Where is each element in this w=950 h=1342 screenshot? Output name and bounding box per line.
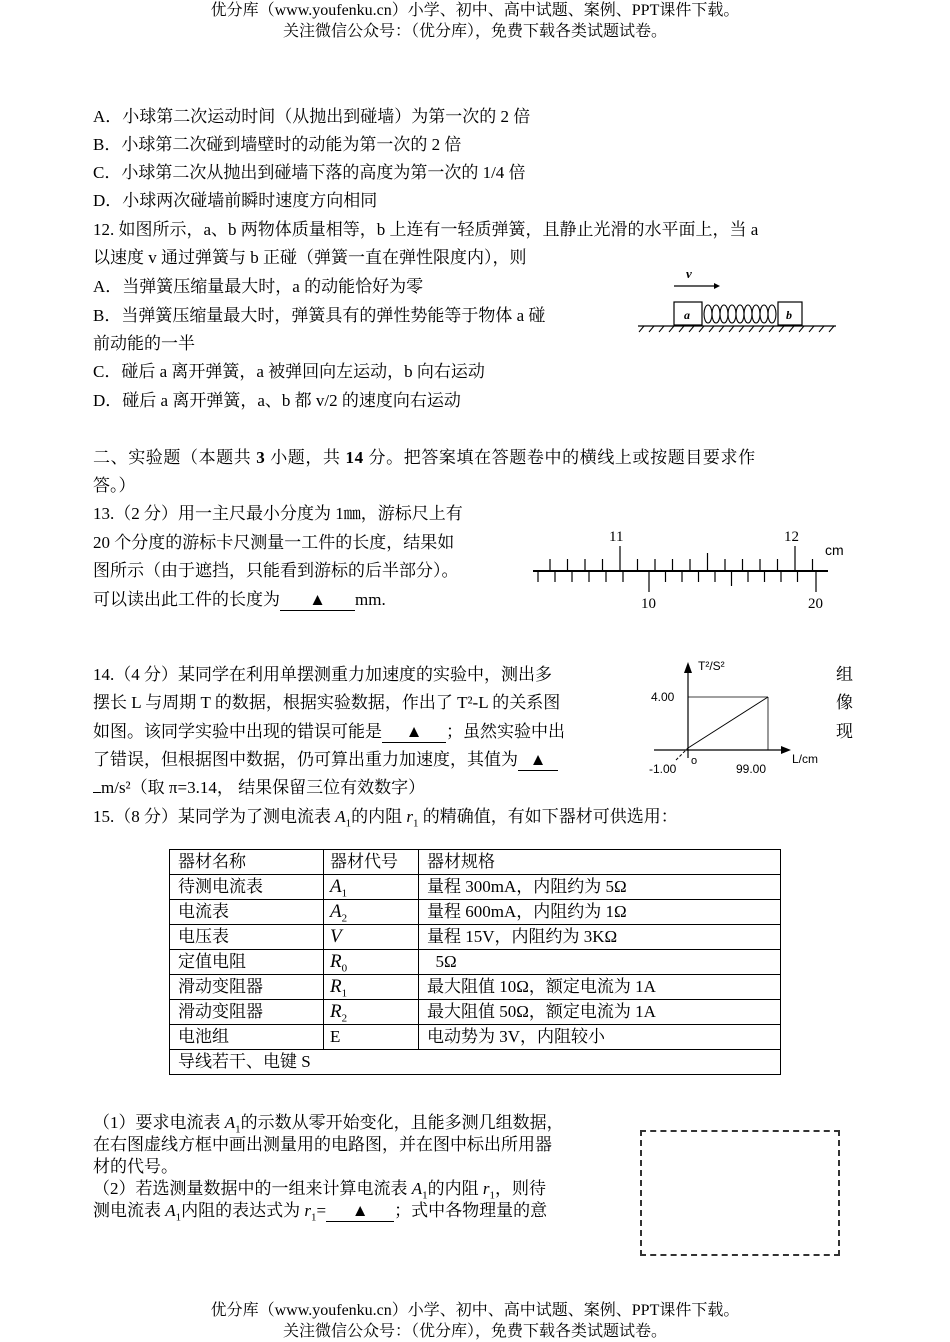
q15-part-1-line-3: 材的代号。 (93, 1157, 178, 1176)
q14-answer-blank-2[interactable]: ▲ (518, 750, 558, 771)
header-line-2: 关注微信公众号：（优分库），免费下载各类试题试卷。 (282, 23, 667, 40)
origin-label: o (691, 755, 698, 767)
y-axis-arrowhead-icon (684, 662, 692, 673)
table-last-row: 导线若干、电键 S (170, 1050, 781, 1075)
q14-line-2: 摆长 L 与周期 T 的数据，根据实验数据，作出了 T²-L 的关系图 (93, 693, 561, 712)
q12-option-b-line-2: 前动能的一半 (93, 334, 195, 353)
q13-line-4: 可以读出此工件的长度为 ▲ mm. (93, 590, 386, 609)
x-axis-label: L/cm (792, 752, 819, 766)
vernier-caliper-figure (528, 522, 858, 614)
q12-option-b-line-1: B．当弹簧压缩量最大时，弹簧具有的弹性势能等于物体 a 碰 (93, 306, 546, 325)
velocity-arrowhead-icon (714, 283, 720, 289)
table-row: 电流表 $A_2$ 量程 600mA，内阻约为 1Ω (170, 900, 781, 925)
table-header-row (170, 850, 781, 875)
footer-line-2: 关注微信公众号：（优分库），免费下载各类试题试卷。 (282, 1323, 667, 1340)
q14-blank-continuation (93, 792, 101, 793)
section-2-question-count: 3 (256, 448, 266, 467)
q15-answer-blank[interactable]: ▲ (326, 1201, 394, 1222)
q14-line-5: m/s²（取 π=3.14， 结果保留三位有效数字） (93, 774, 425, 802)
q14-line-4: 了错误，但根据图中数据，仍可算出重力加速度，其值为 ▲ (93, 746, 558, 774)
section-2-total-score: 14 (345, 448, 364, 467)
q13-line-2: 20 个分度的游标卡尺测量一工件的长度，结果如 (93, 533, 455, 552)
unit-label-cm: cm (825, 542, 844, 558)
header-spec: 器材规格 (419, 850, 781, 875)
section-2-heading-line-2: 答。） (93, 476, 136, 495)
q11-option-c: C．小球第二次从抛出到碰墙下落的高度为第一次的 1/4 倍 (93, 163, 526, 182)
q11-option-d: D．小球两次碰墙前瞬时速度方向相同 (93, 191, 378, 210)
q13-line-3: 图所示（由于遮挡，只能看到游标的后半部分）。 (93, 561, 459, 580)
velocity-label: v (686, 266, 692, 281)
table-row: 滑动变阻器 $R_2$ 最大阻值 50Ω，额定电流为 1A (170, 1000, 781, 1025)
q12-stem-line-2: 以速度 v 通过弹簧与 b 正碰（弹簧一直在弹性限度内），则 (93, 248, 527, 267)
equipment-table (169, 849, 781, 1075)
q14-line-1: 14.（4 分）某同学在利用单摆测重力加速度的实验中，测出多 (93, 665, 552, 684)
q14-line-3-tail: 现 (836, 722, 853, 741)
q15-part-2-line-2: 测电流表 $A_1$内阻的表达式为 $r_1=$ ▲ ；式中各物理量的意 (93, 1201, 548, 1224)
block-a-label: a (684, 308, 690, 322)
q15-part-1-line-2: 在右图虚线方框中画出测量用的电路图，并在图中标出所用器 (93, 1135, 552, 1154)
header-name: 器材名称 (170, 850, 324, 875)
q12-stem-line-1: 12. 如图所示，a、b 两物体质量相等，b 上连有一轻质弹簧，且静止光滑的水平面上，当 a (93, 220, 759, 239)
x-tick-neg-1-00: -1.00 (649, 762, 677, 776)
main-scale-ticks (550, 546, 813, 571)
header-line-1: 优分库（www.youfenku.cn）小学、初中、高中试题、案例、PPT课件下载。 (210, 2, 740, 19)
table-row: 待测电流表 $A_1$ 量程 300mA，内阻约为 5Ω (170, 875, 781, 900)
q14-answer-blank-1[interactable]: ▲ (382, 722, 446, 743)
section-2-heading-line-1: 二、实验题（本题共 3 小题，共 14 分。把答案填在答题卷中的横线上或按题目要求作 (93, 448, 756, 467)
y-tick-4-00: 4.00 (651, 690, 675, 704)
q15-part-1-line-1: （1）要求电流表 $A_1$的示数从零开始变化，且能多测几组数据， (93, 1113, 564, 1136)
q11-option-a: A．小球第二次运动时间（从抛出到碰墙）为第一次的 2 倍 (93, 107, 531, 126)
q15-stem: 15.（8 分）某同学为了测电流表 $A_1$的内阻 $r_1$ 的精确值，有如下器材可供选用： (93, 807, 678, 830)
table-row: 滑动变阻器 $R_1$ 最大阻值 10Ω，额定电流为 1A (170, 975, 781, 1000)
q13-line-1: 13.（2 分）用一主尺最小分度为 1㎜，游标尺上有 (93, 504, 463, 523)
q12-option-c: C．碰后 a 离开弹簧，a 被弹回向左运动，b 向右运动 (93, 362, 485, 381)
vernier-label-20: 20 (808, 596, 823, 612)
vernier-scale-ticks (538, 571, 816, 592)
q12-option-a: A．当弹簧压缩量最大时，a 的动能恰好为零 (93, 277, 424, 296)
x-tick-99-00: 99.00 (736, 762, 767, 776)
q11-option-b: B．小球第二次碰到墙壁时的动能为第一次的 2 倍 (93, 135, 462, 154)
q14-line-1-tail: 组 (836, 665, 853, 684)
q13-answer-blank[interactable]: ▲ (280, 590, 355, 611)
vernier-label-10: 10 (641, 596, 656, 612)
q14-line-2-tail: 像 (836, 693, 853, 712)
header-code: 器材代号 (324, 850, 419, 875)
page-footer (0, 1300, 950, 1342)
main-scale-label-12: 12 (784, 529, 799, 545)
table-row: 定值电阻 $R_0$ 5Ω (170, 950, 781, 975)
y-axis-label: T²/S² (698, 659, 725, 673)
q14-line-3: 如图。该同学实验中出现的错误可能是 ▲ ；虽然实验中出 (93, 722, 565, 741)
q12-option-d: D．碰后 a 离开弹簧，a、b 都 v/2 的速度向右运动 (93, 391, 461, 410)
footer-line-1: 优分库（www.youfenku.cn）小学、初中、高中试题、案例、PPT课件下载。 (210, 1302, 740, 1319)
page-header (0, 0, 950, 42)
t2-l-graph (646, 656, 826, 778)
block-b-label: b (786, 308, 792, 322)
table-row: 电压表 V 量程 15V，内阻约为 3KΩ (170, 925, 781, 950)
table-row: 电池组 E 电动势为 3V，内阻较小 (170, 1025, 781, 1050)
main-scale-label-11: 11 (609, 529, 624, 545)
data-line (688, 697, 768, 748)
q15-part-2-line-1: （2）若选测量数据中的一组来计算电流表 $A_1$的内阻 $r_1$，则待 (93, 1179, 547, 1202)
x-axis-arrowhead-icon (781, 746, 791, 754)
spring-coil (704, 305, 776, 323)
ground-hatching (639, 326, 834, 332)
circuit-drawing-box[interactable] (640, 1130, 840, 1256)
spring-collision-figure (636, 262, 841, 334)
